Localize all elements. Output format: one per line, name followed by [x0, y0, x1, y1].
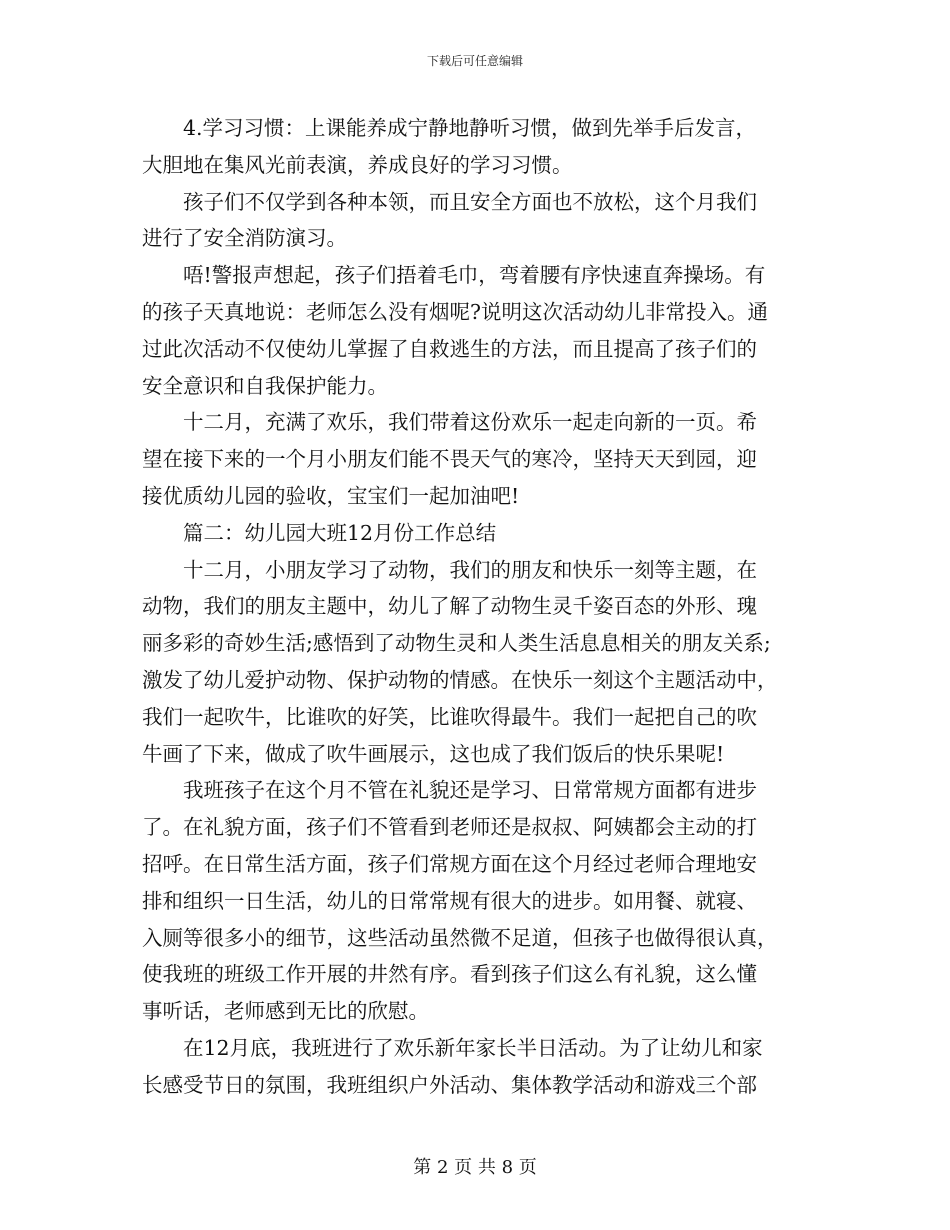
- text-line: 事听话，老师感到无比的欣慰。: [142, 999, 429, 1024]
- text-line: 十二月，充满了欢乐，我们带着这份欢乐一起走向新的一页。希: [183, 410, 757, 435]
- text-line: 动物，我们的朋友主题中，幼儿了解了动物生灵千姿百态的外形、瑰: [142, 594, 757, 619]
- text-line: 进行了安全消防演习。: [142, 226, 347, 251]
- text-line: 接优质幼儿园的验收，宝宝们一起加油吧!: [142, 483, 520, 508]
- text-line: 的孩子天真地说：老师怎么没有烟呢?说明这次活动幼儿非常投入。通: [142, 299, 768, 324]
- text-line: 唔!警报声想起，孩子们捂着毛巾，弯着腰有序快速直奔操场。有: [183, 263, 766, 288]
- text-line: 安全意识和自我保护能力。: [142, 373, 388, 398]
- text-line: 在12月底，我班进行了欢乐新年家长半日活动。为了让幼儿和家: [183, 1035, 763, 1060]
- text-line: 十二月，小朋友学习了动物，我们的朋友和快乐一刻等主题，在: [183, 557, 757, 582]
- text-line: 大胆地在集风光前表演，养成良好的学习习惯。: [142, 152, 573, 177]
- page-number: 第 2 页 共 8 页: [413, 1157, 537, 1178]
- document-body: [142, 110, 812, 1104]
- paragraph-december: [142, 404, 812, 514]
- paragraph-safety: [142, 184, 812, 258]
- paragraph-parent-activity: [142, 1030, 812, 1104]
- text-line: 了。在礼貌方面，孩子们不管看到老师还是叔叔、阿姨都会主动的打: [142, 815, 757, 840]
- text-line: 篇二：幼儿园大班12月份工作总结: [183, 520, 497, 545]
- section-heading: [142, 515, 812, 552]
- text-line: 4.学习习惯：上课能养成宁静地静听习惯，做到先举手后发言，: [183, 116, 757, 140]
- paragraph-progress: [142, 772, 812, 1030]
- text-line: 激发了幼儿爱护动物、保护动物的情感。在快乐一刻这个主题活动中，: [142, 667, 778, 692]
- text-line: 过此次活动不仅使幼儿掌握了自救逃生的方法，而且提高了孩子们的: [142, 336, 757, 361]
- text-line: 丽多彩的奇妙生活;感悟到了动物生灵和人类生活息息相关的朋友关系;: [142, 631, 771, 656]
- paragraph-study-habits: [142, 110, 812, 184]
- text-line: 排和组织一日生活，幼儿的日常常规有很大的进步。如用餐、就寝、: [142, 888, 757, 913]
- text-line: 使我班的班级工作开展的井然有序。看到孩子们这么有礼貌，这么懂: [142, 962, 757, 987]
- text-line: 孩子们不仅学到各种本领，而且安全方面也不放松，这个月我们: [183, 189, 757, 214]
- text-line: 入厕等很多小的细节，这些活动虽然微不足道，但孩子也做得很认真，: [142, 925, 778, 950]
- text-line: 望在接下来的一个月小朋友们能不畏天气的寒冷，坚持天天到园，迎: [142, 447, 757, 472]
- paragraph-themes: [142, 552, 812, 773]
- paragraph-fire-drill: [142, 257, 812, 404]
- text-line: 牛画了下来，做成了吹牛画展示，这也成了我们饭后的快乐果呢!: [142, 741, 725, 766]
- text-line: 长感受节日的氛围，我班组织户外活动、集体教学活动和游戏三个部: [142, 1072, 757, 1097]
- text-line: 招呼。在日常生活方面，孩子们常规方面在这个月经过老师合理地安: [142, 851, 757, 876]
- text-line: 我们一起吹牛，比谁吹的好笑，比谁吹得最牛。我们一起把自己的吹: [142, 704, 757, 729]
- page-header: 下载后可任意编辑: [426, 54, 523, 68]
- text-line: 我班孩子在这个月不管在礼貌还是学习、日常常规方面都有进步: [183, 778, 757, 803]
